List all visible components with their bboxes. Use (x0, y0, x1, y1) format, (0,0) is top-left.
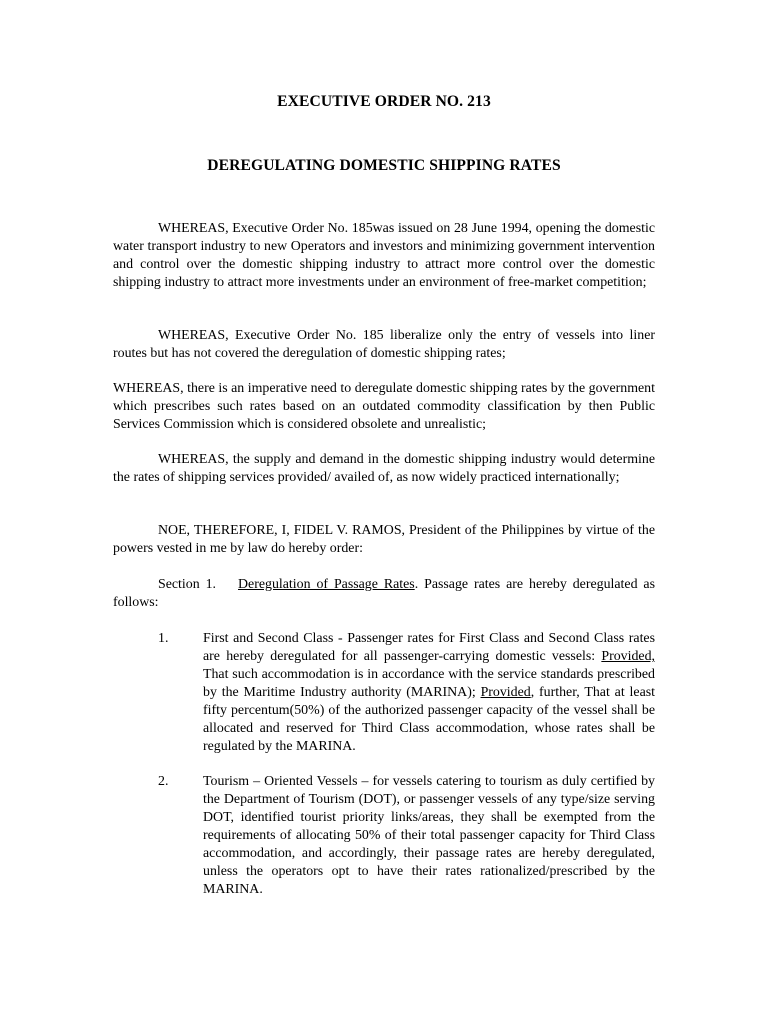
paragraph-text: WHEREAS, Executive Order No. 185 liberalize only the entry of vessels into liner routes but has not covered the deregulation of domestic shipping rates; (113, 328, 655, 361)
item-text: , further, That at least fifty percentum(50%) of the authorized passenger capacity of the vessel shall be allocated and reserved for Third Class accommodation, whose rates shall be regulated by the MARINA. (203, 685, 656, 754)
document-subtitle: DEREGULATING DOMESTIC SHIPPING RATES (207, 157, 561, 174)
whereas-paragraph-1 (113, 220, 655, 292)
list-item-number: 1. (158, 631, 169, 646)
section-label: Section 1. (158, 577, 217, 592)
document-title: EXECUTIVE ORDER NO. 213 (277, 93, 491, 110)
whereas-paragraph-2 (113, 327, 655, 363)
list-item-body (203, 630, 655, 756)
item-text: First and Second Class - Passenger rates for First Class and Second Class rates are hereby deregulated for all passenger-carrying domestic vessels: (203, 631, 655, 664)
whereas-paragraph-3 (113, 380, 655, 434)
provided-clause: Provided, (601, 649, 655, 664)
paragraph-text: WHEREAS, the supply and demand in the domestic shipping industry would determine the rates of shipping services provided/ availed of, as now widely practiced internationally; (113, 452, 655, 485)
provided-clause: Provided (480, 685, 531, 700)
section-1-paragraph (113, 576, 655, 612)
list-item-number: 2. (158, 774, 169, 789)
list-item-body (203, 773, 655, 899)
order-paragraph (113, 522, 655, 558)
section-heading: Deregulation of Passage Rates (238, 577, 415, 592)
item-text: Tourism – Oriented Vessels – for vessels catering to tourism as duly certified by the Department of Tourism (DOT), or passenger vessels of any type/size serving DOT, identified tourist priority links/areas, they shall be exempted from the requirements of allocating 50% of their total passenger capacity for Third Class accommodation, and accordingly, their passage rates are hereby deregulated, unless the operators opt to have their rates rationalized/prescribed by the MARINA. (203, 774, 655, 897)
section-text: . Passage rates are hereby deregulated as follows: (113, 577, 655, 610)
paragraph-text: WHEREAS, Executive Order No. 185was issued on 28 June 1994, opening the domestic water transport industry to new Operators and investors and minimizing government intervention and control over the domestic shipping industry to attract more control over the domestic shipping industry to attract more investments under an environment of free-market competition; (113, 221, 655, 290)
whereas-paragraph-4 (113, 451, 655, 487)
item-text: That such accommodation is in accordance with the service standards prescribed by the Maritime Industry authority (MARINA); (203, 667, 655, 700)
paragraph-text: WHEREAS, there is an imperative need to deregulate domestic shipping rates by the government which prescribes such rates based on an outdated commodity classification by then Public Services Commission which is considered obsolete and unrealistic; (113, 381, 655, 432)
paragraph-text: NOE, THEREFORE, I, FIDEL V. RAMOS, President of the Philippines by virtue of the powers vested in me by law do hereby order: (113, 523, 655, 556)
